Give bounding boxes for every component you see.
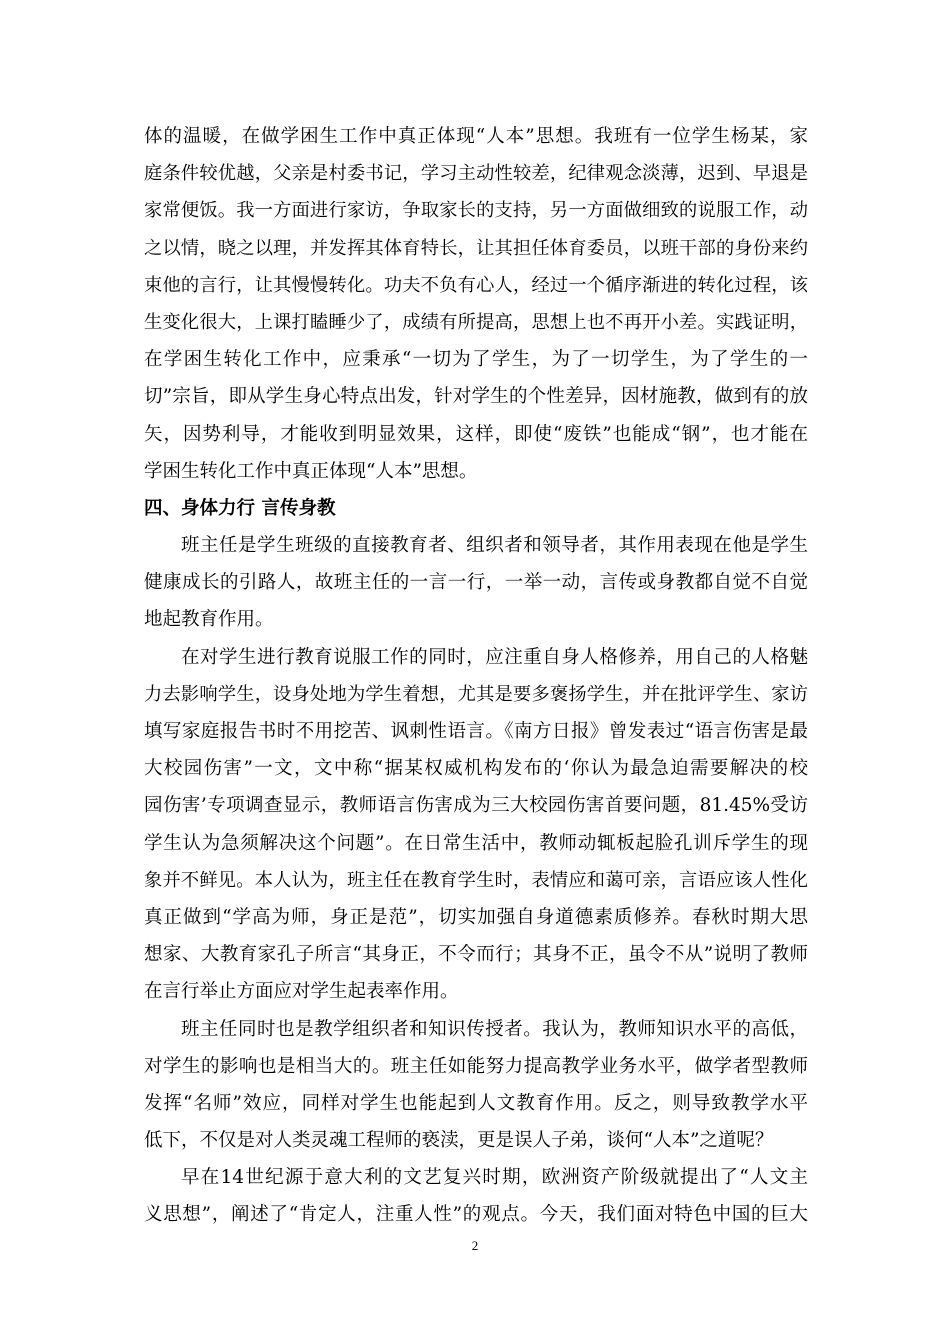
section-heading: 四、身体力行 言传身教 — [144, 497, 336, 519]
text-line: 家常便饭。我一方面进行家访，争取家长的支持，另一方面做细致的说服工作，动 — [144, 200, 808, 222]
text-line: 学困生转化工作中真正体现“人本”思想。 — [144, 460, 478, 482]
text-line: 地起教育作用。 — [144, 609, 274, 631]
text-line: 发挥“名师”效应，同样对学生也能起到人文教育作用。反之，则导致教学水平 — [144, 1092, 808, 1114]
text-line: 力去影响学生，设身处地为学生着想，尤其是要多褒扬学生，并在批评学生、家访 — [144, 683, 808, 705]
text-line: 大校园伤害”一文，文中称“据某权威机构发布的‘你认为最急迫需要解决的校 — [144, 758, 808, 780]
text-line: 矢，因势利导，才能收到明显效果，这样，即使“废铁”也能成“钢”，也才能在 — [144, 423, 808, 445]
text-line: 在言行举止方面应对学生起表率作用。 — [144, 981, 459, 1003]
text-line: 切”宗旨，即从学生身心特点出发，针对学生的个性差异，因材施教，做到有的放 — [144, 386, 808, 408]
text-line: 真正做到“学高为师，身正是范”，切实加强自身道德素质修养。春秋时期大思 — [144, 906, 808, 928]
text-line: 义思想”，阐述了“肯定人，注重人性”的观点。今天，我们面对特色中国的巨大 — [144, 1204, 808, 1226]
text-line: 象并不鲜见。本人认为，班主任在教育学生时，表情应和蔼可亲，言语应该人性化 — [144, 869, 808, 891]
text-line: 束他的言行，让其慢慢转化。功夫不负有心人，经过一个循序渐进的转化过程，该 — [144, 274, 808, 296]
text-line: 对学生的影响也是相当大的。班主任如能努力提高教学业务水平，做学者型教师 — [144, 1055, 808, 1077]
text-line: 低下，不仅是对人类灵魂工程师的亵渎，更是误人子弟，谈何“人本”之道呢？ — [144, 1130, 774, 1152]
text-line: 班主任是学生班级的直接教育者、组织者和领导者，其作用表现在他是学生 — [181, 535, 808, 557]
text-line: 健康成长的引路人，故班主任的一言一行，一举一动，言传或身教都自觉不自觉 — [144, 572, 808, 594]
text-line: 在对学生进行教育说服工作的同时，应注重自身人格修养，用自己的人格魅 — [181, 646, 808, 668]
text-line: 在学困生转化工作中，应秉承“一切为了学生，为了一切学生，为了学生的一 — [144, 349, 808, 371]
text-line: 想家、大教育家孔子所言“其身正，不令而行；其身不正，虽令不从”说明了教师 — [144, 944, 808, 966]
page-number: 2 — [471, 1238, 479, 1253]
body-text — [144, 118, 808, 1234]
text-line: 早在14世纪源于意大利的文艺复兴时期，欧洲资产阶级就提出了“人文主 — [181, 1167, 808, 1189]
text-line: 庭条件较优越，父亲是村委书记，学习主动性较差，纪律观念淡薄，迟到、早退是 — [144, 163, 808, 185]
text-line: 体的温暖，在做学困生工作中真正体现“人本”思想。我班有一位学生杨某，家 — [144, 126, 808, 147]
text-line: 班主任同时也是教学组织者和知识传授者。我认为，教师知识水平的高低， — [181, 1018, 808, 1040]
text-line: 学生认为急须解决这个问题”。在日常生活中，教师动辄板起脸孔训斥学生的现 — [144, 832, 808, 854]
text-line: 填写家庭报告书时不用挖苦、讽刺性语言。《南方日报》曾发表过“语言伤害是最 — [144, 721, 808, 742]
text-line: 之以情，晓之以理，并发挥其体育特长，让其担任体育委员，以班干部的身份来约 — [144, 237, 808, 259]
text-line: 生变化很大，上课打瞌睡少了，成绩有所提高，思想上也不再开小差。实践证明， — [144, 311, 808, 333]
text-line: 园伤害’专项调查显示，教师语言伤害成为三大校园伤害首要问题，81.45%受访 — [144, 795, 808, 817]
